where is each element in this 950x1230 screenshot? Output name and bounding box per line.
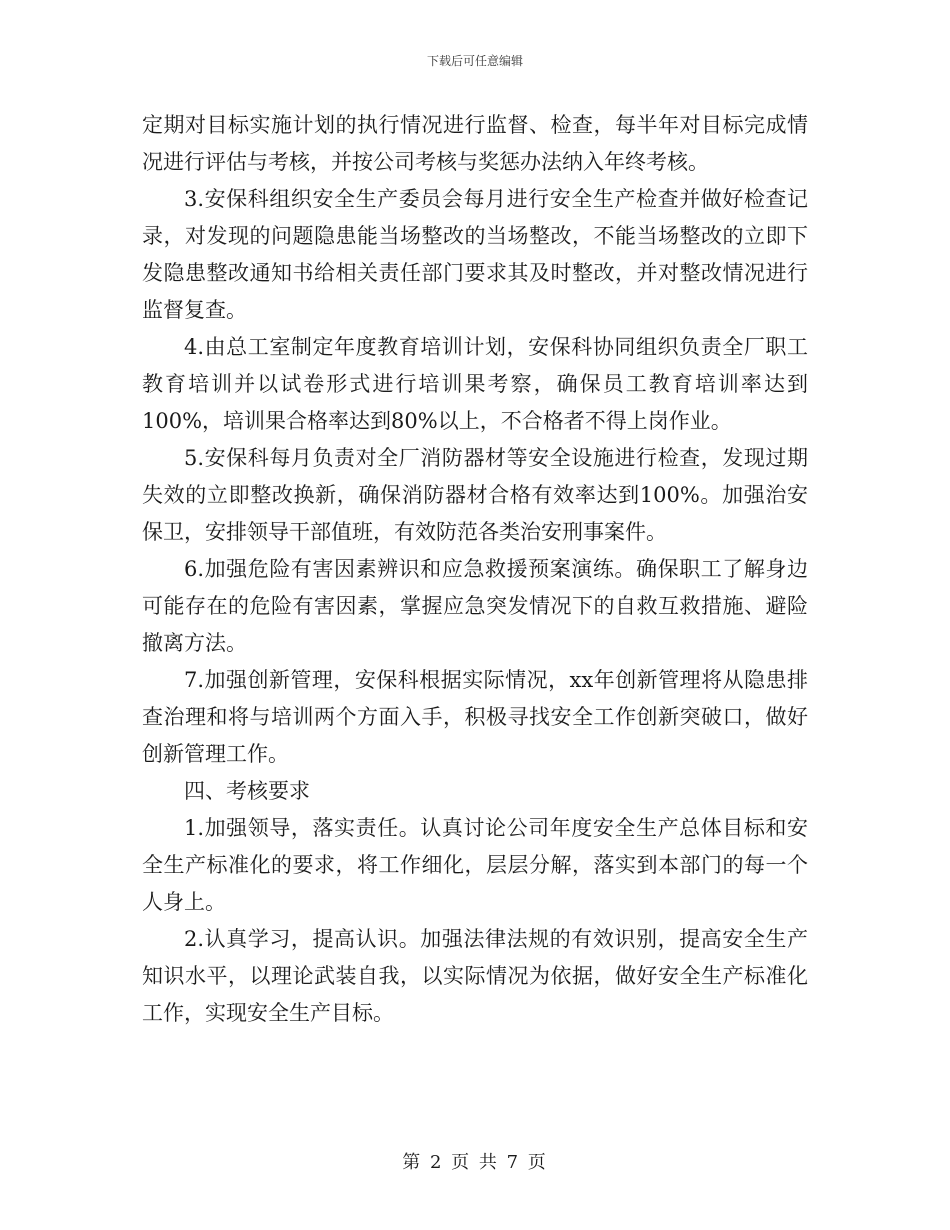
paragraph-item-6: 6.加强危险有害因素辨识和应急救援预案演练。确保职工了解身边可能存在的危险有害因素，掌握应急突发情况下的自救互救措施、避险撤离方法。 [142, 557, 808, 655]
paragraph-requirement-1: 1.加强领导，落实责任。认真讨论公司年度安全生产总体目标和安全生产标准化的要求，将工作细化，层层分解，落实到本部门的每一个人身上。 [142, 816, 808, 914]
page-header: 下载后可任意编辑 [426, 54, 523, 68]
paragraph-item-4: 4.由总工室制定年度教育培训计划，安保科协同组织负责全厂职工教育培训并以试卷形式进行培训果考察，确保员工教育培训率达到100%，培训果合格率达到80%以上，不合格者不得上岗作业。 [142, 335, 808, 433]
document-body [142, 107, 808, 1032]
paragraph-item-7: 7.加强创新管理，安保科根据实际情况，xx年创新管理将从隐患排查治理和将与培训两个方面入手，积极寻找安全工作创新突破口，做好创新管理工作。 [142, 668, 808, 766]
paragraph-item-5: 5.安保科每月负责对全厂消防器材等安全设施进行检查，发现过期失效的立即整改换新，确保消防器材合格有效率达到100%。加强治安保卫，安排领导干部值班，有效防范各类治安刑事案件。 [142, 446, 808, 544]
section-heading-assessment: 四、考核要求 [184, 779, 310, 803]
page-number: 第 2 页 共 7 页 [402, 1152, 548, 1173]
paragraph-requirement-2: 2.认真学习，提高认识。加强法律法规的有效识别，提高安全生产知识水平，以理论武装自我，以实际情况为依据，做好安全生产标准化工作，实现安全生产目标。 [142, 927, 808, 1025]
paragraph-continued: 定期对目标实施计划的执行情况进行监督、检查，每半年对目标完成情况进行评估与考核，并按公司考核与奖惩办法纳入年终考核。 [142, 113, 808, 174]
paragraph-item-3: 3.安保科组织安全生产委员会每月进行安全生产检查并做好检查记录，对发现的问题隐患能当场整改的当场整改，不能当场整改的立即下发隐患整改通知书给相关责任部门要求其及时整改，并对整改情况进行监督复查。 [142, 187, 808, 322]
